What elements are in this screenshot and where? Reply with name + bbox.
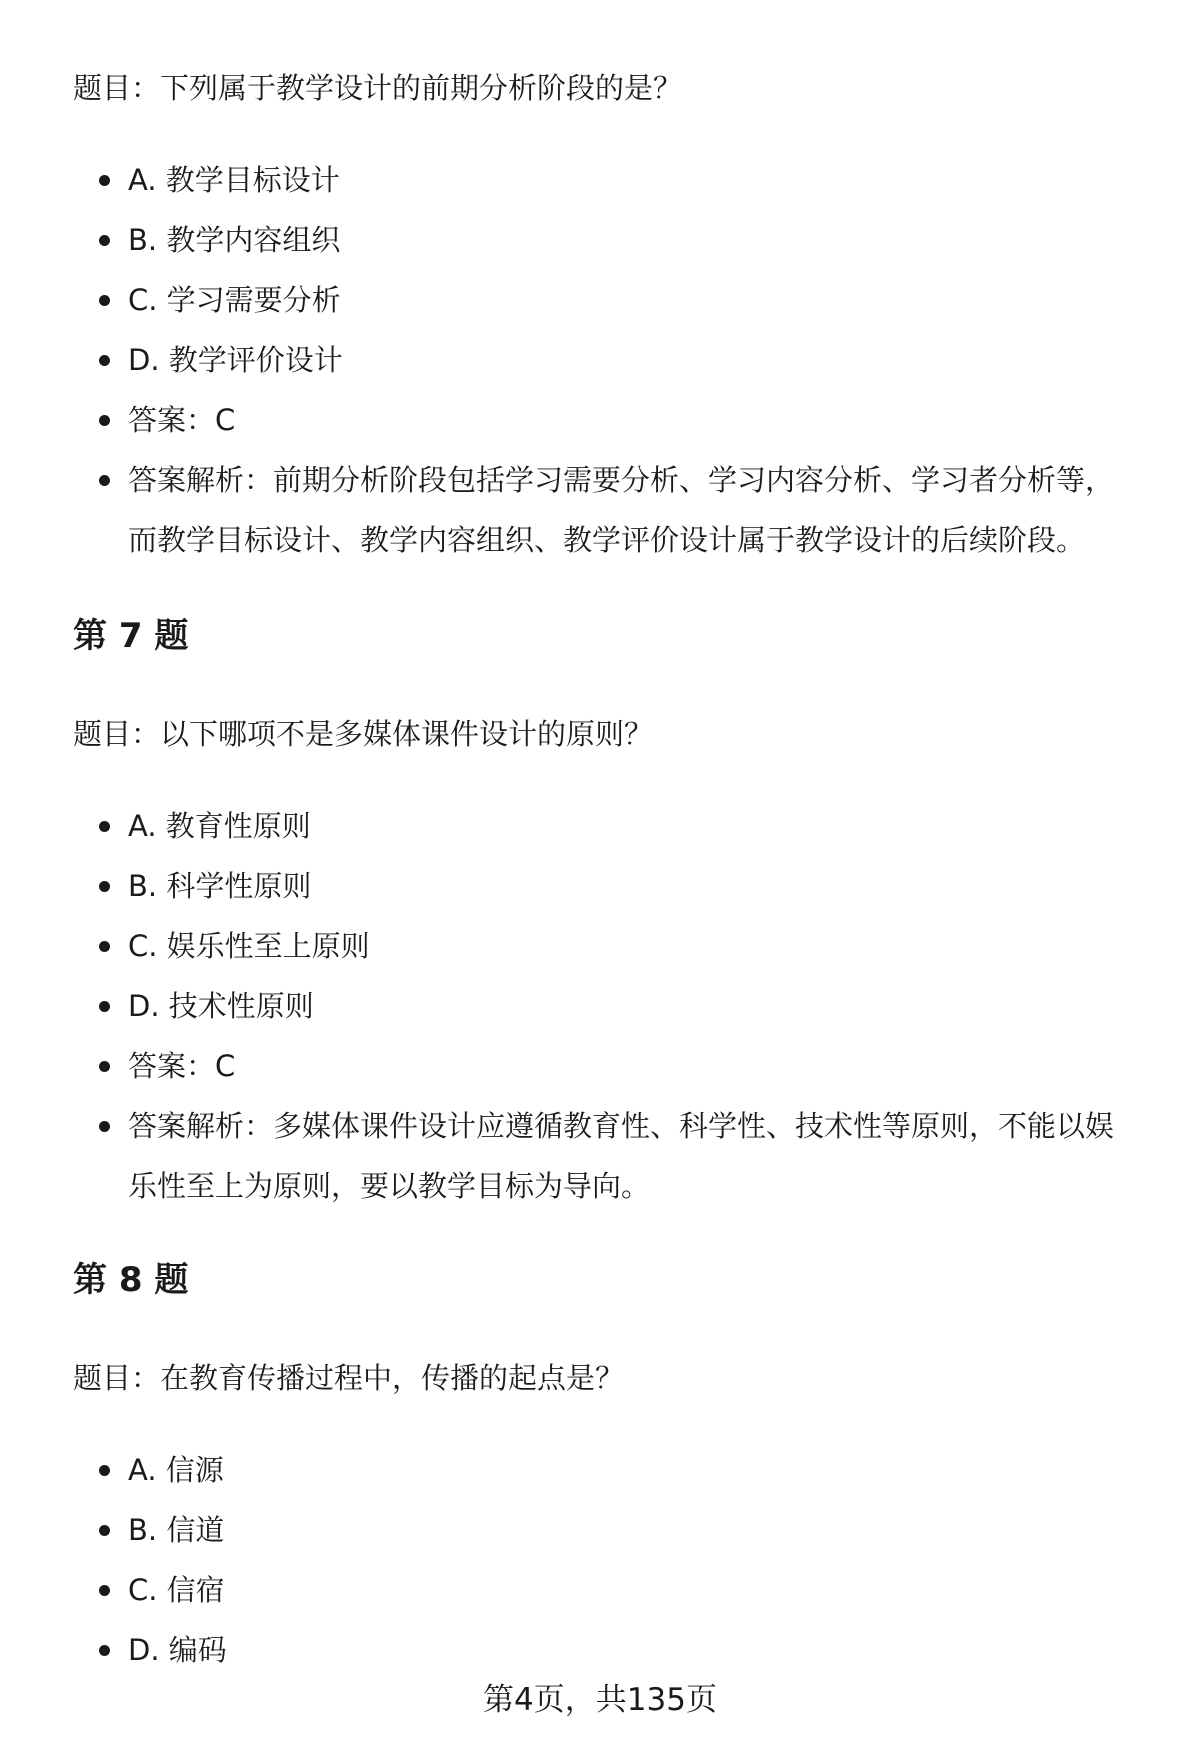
- option-text: A. 教学目标设计: [128, 163, 340, 197]
- bullet-icon: [99, 175, 110, 186]
- question-stem: 题目：下列属于教学设计的前期分析阶段的是？: [73, 71, 683, 105]
- option-c: [0, 916, 1200, 976]
- bullet-icon: [99, 1525, 110, 1536]
- bullet-icon: [99, 1465, 110, 1476]
- question-heading: 第 7 题: [73, 616, 189, 656]
- question-stem: 题目：以下哪项不是多媒体课件设计的原则？: [73, 717, 654, 751]
- option-text: C. 信宿: [128, 1573, 225, 1607]
- option-text: A. 信源: [128, 1453, 224, 1487]
- option-a: [0, 796, 1200, 856]
- option-c: [0, 270, 1200, 330]
- bullet-icon: [99, 415, 110, 426]
- option-text: D. 教学评价设计: [128, 343, 343, 377]
- bullet-icon: [99, 941, 110, 952]
- answer-explanation: [0, 1096, 1200, 1216]
- answer: [0, 390, 1200, 450]
- answer-explanation: [0, 450, 1200, 570]
- answer-text: 答案：C: [128, 403, 236, 437]
- explanation-text: 答案解析：多媒体课件设计应遵循教育性、科学性、技术性等原则，不能以娱乐性至上为原则，要以教学目标为导向。: [128, 1109, 1115, 1203]
- option-text: C. 娱乐性至上原则: [128, 929, 370, 963]
- option-b: [0, 1500, 1200, 1560]
- question-heading: 第 8 题: [73, 1260, 189, 1300]
- option-c: [0, 1560, 1200, 1620]
- bullet-icon: [99, 1121, 110, 1132]
- option-text: B. 教学内容组织: [128, 223, 341, 257]
- bullet-icon: [99, 1061, 110, 1072]
- option-list: [0, 796, 1200, 1216]
- option-a: [0, 1440, 1200, 1500]
- option-d: [0, 976, 1200, 1036]
- option-b: [0, 856, 1200, 916]
- option-text: D. 技术性原则: [128, 989, 314, 1023]
- option-d: [0, 1620, 1200, 1680]
- option-b: [0, 210, 1200, 270]
- answer: [0, 1036, 1200, 1096]
- question-stem: 题目：在教育传播过程中，传播的起点是？: [73, 1361, 625, 1395]
- bullet-icon: [99, 235, 110, 246]
- bullet-icon: [99, 881, 110, 892]
- bullet-icon: [99, 355, 110, 366]
- option-text: C. 学习需要分析: [128, 283, 341, 317]
- option-a: [0, 150, 1200, 210]
- option-list: [0, 1440, 1200, 1680]
- option-list: [0, 150, 1200, 570]
- option-text: A. 教育性原则: [128, 809, 311, 843]
- page-number: 第4页，共135页: [483, 1682, 717, 1718]
- bullet-icon: [99, 295, 110, 306]
- bullet-icon: [99, 1645, 110, 1656]
- bullet-icon: [99, 1001, 110, 1012]
- bullet-icon: [99, 1585, 110, 1596]
- option-text: B. 信道: [128, 1513, 225, 1547]
- explanation-text: 答案解析：前期分析阶段包括学习需要分析、学习内容分析、学习者分析等，而教学目标设计、教学内容组织、教学评价设计属于教学设计的后续阶段。: [128, 463, 1115, 557]
- bullet-icon: [99, 821, 110, 832]
- option-text: B. 科学性原则: [128, 869, 312, 903]
- option-text: D. 编码: [128, 1633, 227, 1667]
- bullet-icon: [99, 475, 110, 486]
- answer-text: 答案：C: [128, 1049, 236, 1083]
- option-d: [0, 330, 1200, 390]
